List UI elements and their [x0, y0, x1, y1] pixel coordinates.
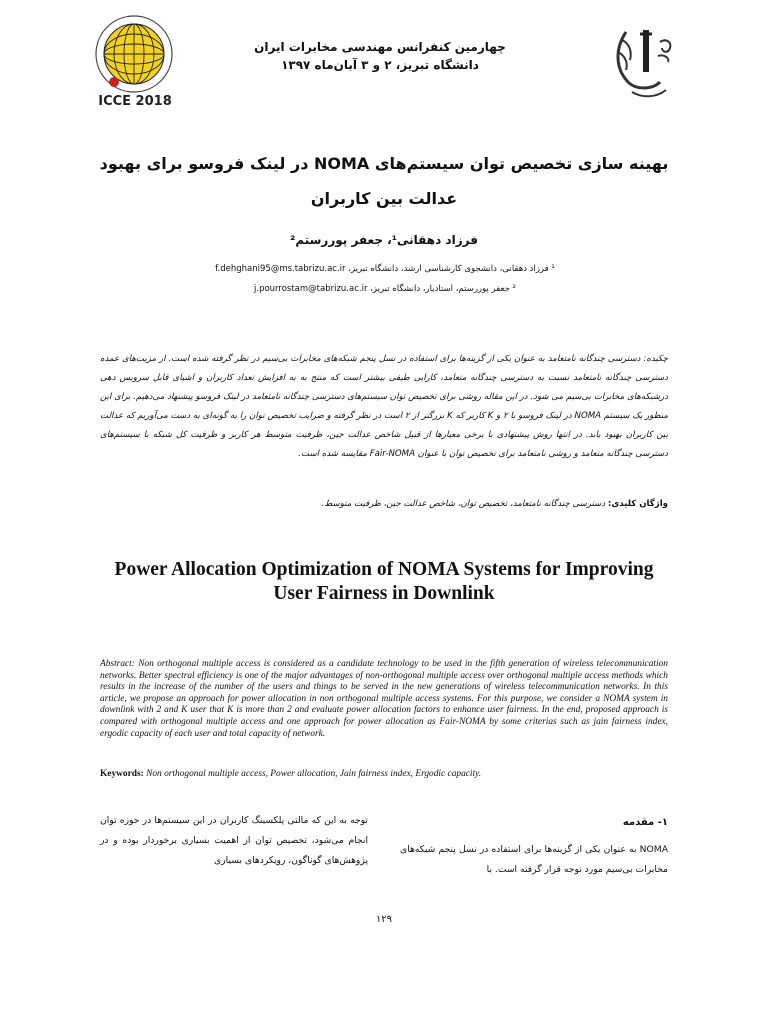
page-number: ۱۲۹	[375, 914, 393, 925]
persian-keywords	[100, 499, 668, 509]
body-column-left: توجه به این که مالتی پلکسینگ کاربران در این سیستم‌ها در حوزه توان انجام می‌شود، تخصیص توان از اهمیت بسیاری برخوردار بوده و در پژوهش‌های گوناگون، رویکردهای بسیاری	[100, 815, 368, 866]
english-paper-title: Power Allocation Optimization of NOMA Systems for Improving User Fairness in Downlink	[114, 559, 654, 604]
english-keywords	[100, 769, 668, 779]
conference-name: چهارمین کنفرانس مهندسی مخابرات ایران	[254, 40, 506, 54]
english-abstract-label: Abstract:	[100, 659, 135, 669]
english-abstract	[100, 659, 668, 740]
conference-header	[230, 40, 530, 72]
conference-location: دانشگاه تبریز، ۲ و ۳ آبان‌ماه ۱۳۹۷	[281, 58, 479, 72]
english-keywords-text: Non orthogonal multiple access, Power allocation, Jain fairness index, Ergodic capacity.	[146, 769, 482, 779]
english-abstract-text: Non orthogonal multiple access is considered as a candidate technology to be used in the fifth generation of wireless telecommunication networks. Better spectral efficiency is one of the major advantages of non-orthogonal multiple access over orthogonal multiple access methods which results in the increase of the number of the users and things to be served in the new generations of wireless telecommunication networks. In this article, we propose an approach for power allocation in non orthogonal multiple access systems. For this purpose, we consider a NOMA system in downlink with 2 and K user that K is more than 2 and evaluate power allocation factors to enhance user fairness. In the end, proposed approach is compared with orthogonal multiple access and one approach for power allocation as Fair-NOMA by some criterias such as jain fairness index, ergodic capacity of each user and total capacity of network.	[100, 659, 668, 739]
university-of-tabriz-logo	[596, 12, 692, 108]
affiliation-2: ² جعفر پوررستم، استادیار، دانشگاه تبریز، j.pourrostam@tabrizu.ac.ir	[254, 284, 516, 294]
icce-logo-caption: ICCE 2018	[98, 94, 172, 109]
persian-keywords-label: واژگان کلیدی:	[607, 499, 668, 509]
body-column-right: NOMA به عنوان یکی از گزینه‌ها برای استفاده در نسل پنجم شبکه‌های مخابرات بی‌سیم مورد توجه قرار گرفته است. با	[400, 844, 668, 875]
affiliation-1: ¹ فرزاد دهقانی، دانشجوی کارشناسی ارشد، دانشگاه تبریز، f.dehghani95@ms.tabrizu.ac.ir	[215, 264, 555, 274]
persian-keywords-text: دسترسی چندگانه نامتعامد، تخصیص توان، شاخص عدالت جین، ظرفیت متوسط.	[321, 499, 606, 509]
persian-abstract: چکیده: دسترسی چندگانه نامتعامد به عنوان یکی از گزینه‌ها برای استفاده در نسل پنجم شبکه‌های مخابرات بی‌سیم در نظر گرفته شده است. از مزیت‌های عمده دسترسی چندگانه نامتعامد نسبت به دسترسی چندگانه متعامد، کارایی طیفی بیشتر است که منتج به به افزایش تعداد کاربران و اشیای قابل سرویس دهی درشبکه‌های مخابرات بی‌سیم می شود. در این مقاله روشی برای تخصیص توان سیستم‌های دسترسی چندگانه نامتعامد در لینک فروسو پیشنهاد می‌دهیم. برای این منظور یک سیستم NOMA در لینک فروسو با ۲ و K کاربر که K بزرگتر از ۲ است در نظر گرفته و ضرایب تخصیص توان را به گونه‌ای به دست می‌آوریم که عدالت بین کاربران بهبود یابد. در انتها روش پیشنهادی با برخی معیارها از قبیل شاخص عدالت جین، ظرفیت متوسط هر کاربر و ظرفیت کل شبکه با سیستم‌های دسترسی چندگانه متعامد و روشی نامتعامد برای تخصیص توان با عنوان Fair-NOMA مقایسه شده است.	[100, 354, 668, 459]
persian-paper-title: بهینه سازی تخصیص توان سیستم‌های NOMA در لینک فروسو برای بهبود عدالت بین کاربران	[99, 154, 669, 208]
author-list: فرزاد دهقانی¹، جعفر پوررستم²	[290, 233, 478, 247]
section-heading-introduction: ۱- مقدمه	[622, 817, 668, 828]
english-keywords-label: Keywords:	[100, 769, 144, 779]
